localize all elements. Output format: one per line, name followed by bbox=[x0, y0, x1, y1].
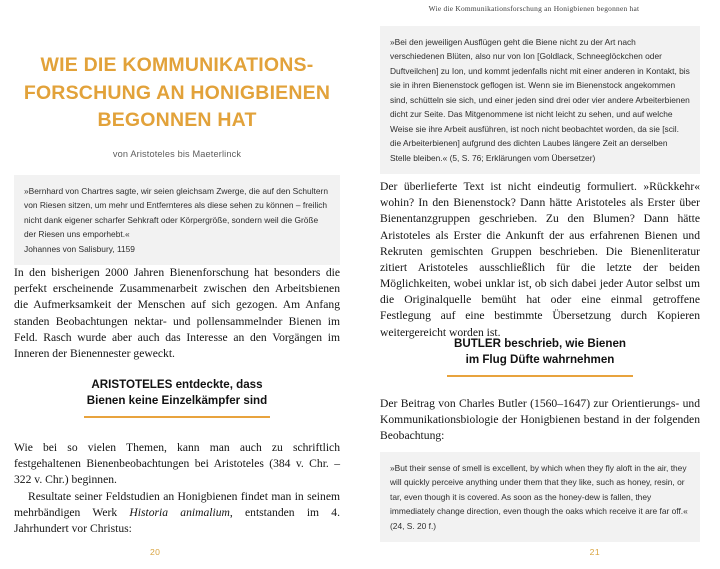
section-rule bbox=[84, 416, 270, 418]
chapter-subtitle: von Aristoteles bis Maeterlinck bbox=[112, 149, 242, 160]
page-number-left: 20 bbox=[150, 547, 161, 557]
running-header: Wie die Kommunikationsforschung an Honigbienen begonnen hat bbox=[428, 4, 640, 13]
pull-quote-box bbox=[14, 175, 340, 265]
pull-quote-text: »But their sense of smell is excellent, by which when they fly aloft in the air, they will quickly perceive anything under them that they like, such as honey, resin, or tar, even though it is covered. As soon as the honey-dew is fallen, they immediately change direction, even though the oaks which receive it are far off.« (24, S. 20 f.) bbox=[390, 463, 688, 531]
pull-quote-box bbox=[380, 452, 700, 542]
body-paragraph: Wie bei so vielen Themen, kann man auch zu schriftlich festgehaltenen Bienenbeobachtungen bei Aristoteles (384 v. Chr. – 322 v. Chr.) beginnen. bbox=[14, 441, 340, 487]
body-paragraph: In den bisherigen 2000 Jahren Bienenforschung hat besonders die perfekt erscheinende Zusammenarbeit zwischen den Arbeitsbienen die Aufmerksamkeit der Menschen auf sich gezogen. Am Anfang standen Beobachtungen nektar- und pollensammelnder Bienen im Feld. Rasch wurde aber auch das Interesse an den Vorgängen im Inneren der Bienennester geweckt. bbox=[14, 266, 340, 360]
pull-quote-text: »Bei den jeweiligen Ausflügen geht die Biene nicht zu der Art nach verschiedenen Blüten, also nur von Ion [Goldlack, Schneeglöckchen oder Duftveilchen] zu Ion, und kommt jedenfalls nicht mit einer anderen in Kontakt, bis sie in ihren Bienenstock geflogen ist. Wenn sie im Bienenstock angekommen sind, schütteln sie sich, und einer jeden sind drei oder vier andere Arbeiterbienen dicht zur Seite. Das Mitgenommene ist nicht leicht zu sehen, und auf welche Weise sie ihre Arbeit ausführen, ist noch nicht beobachtet worden, da sie [scil. die Arbeiterbienen] aufgrund des dichten Laubes längere Zeit an derselben Stelle bleiben.« (5, S. 76; Erklärungen vom Übersetzer) bbox=[390, 37, 690, 163]
page-title: WIE DIE KOMMUNIKATIONS-FORSCHUNG AN HONIGBIENEN BEGONNEN HAT bbox=[23, 54, 331, 132]
pull-quote-box bbox=[380, 26, 700, 174]
section-heading-line-1: ARISTOTELES entdeckte, dass bbox=[91, 378, 263, 391]
section-rule bbox=[447, 375, 633, 377]
section-heading bbox=[380, 336, 700, 369]
pull-quote-text: »Bernhard von Chartres sagte, wir seien gleichsam Zwerge, die auf den Schultern von Riesen sitzen, um mehr und Entfernteres als diese sehen zu können – freilich nicht dank eigener scharfer Sehkraft oder Körpergröße, sondern weil die Größe der Riesen uns emporhebt.« bbox=[24, 186, 328, 240]
body-paragraph: Der überlieferte Text ist nicht eindeutig formuliert. »Rückkehr« wohin? In den Bienenstock? Dann hätte Aristoteles als Erster über Bienentanzgruppen geschrieben. Zu den Blumen? Dann hätte Aristoteles als Erster die Ankunft der aus erfahrenen Bienen und Rekruten gemischten Gruppen beschrieben. Die Bienenliteratur zitiert Aristoteles ausschließlich für die letzte der beiden Möglichkeiten, wobei unklar ist, ob sich dabei jeder Autor selbst um die Originalquelle bemüht hat oder eine einmal getroffene Festlegung auf eine bestimmte Übersetzung durch Kopieren weitergereicht worden ist. bbox=[380, 180, 700, 339]
book-title-italic: Historia animalium bbox=[129, 505, 230, 519]
section-heading-line-2: im Flug Düfte wahrnehmen bbox=[465, 353, 615, 367]
section-heading-line-2: Bienen keine Einzelkämpfer sind bbox=[86, 394, 268, 408]
body-paragraph: Der Beitrag von Charles Butler (1560–1647) zur Orientierungs- und Kommunikationsbiologie der Honigbienen bestand in der folgenden Beobachtung: bbox=[380, 397, 700, 443]
right-page bbox=[360, 0, 720, 569]
paragraph-text-part: Resultate seiner Feldstudien an Honigbienen findet man in seinem mehrbändigen Werk bbox=[14, 489, 340, 519]
section-heading bbox=[14, 377, 340, 410]
page-number-right: 21 bbox=[589, 547, 600, 557]
body-paragraph bbox=[14, 489, 340, 538]
pull-quote-attribution: Johannes von Salisbury, 1159 bbox=[24, 243, 135, 254]
paragraph-text-part: , entstanden im 4. Jahrhundert vor Christus: bbox=[14, 505, 340, 535]
section-heading-line-1: BUTLER beschrieb, wie Bienen bbox=[453, 337, 626, 350]
